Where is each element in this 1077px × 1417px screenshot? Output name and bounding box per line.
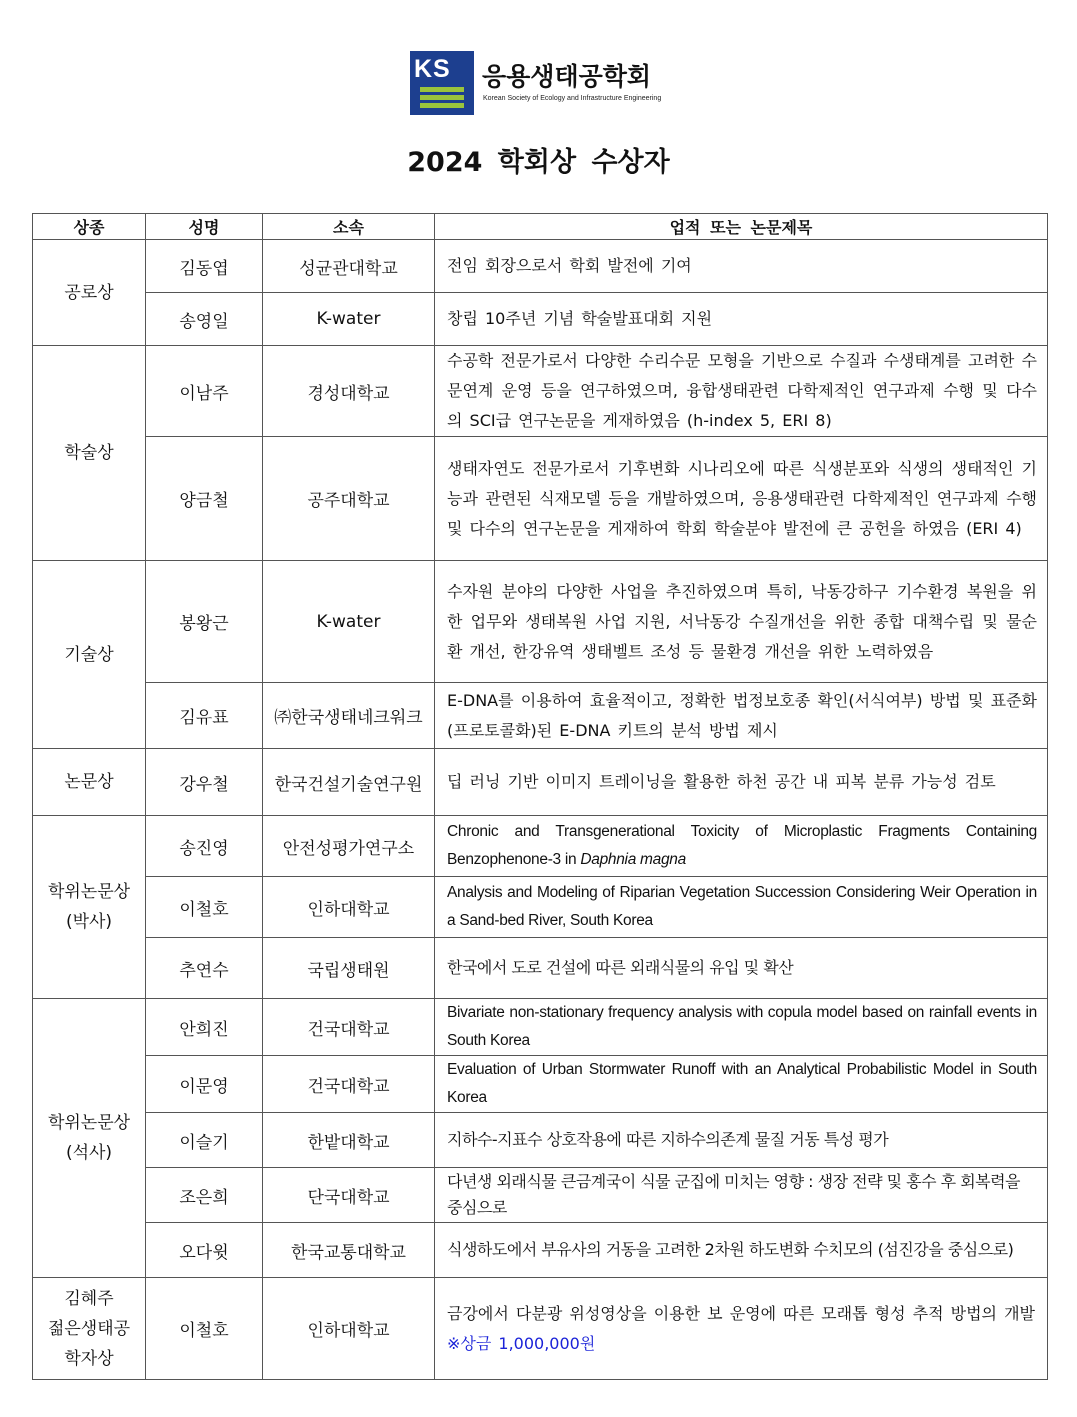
affiliation-cell: 경성대학교 [263, 346, 435, 437]
society-logo [410, 51, 680, 115]
table-row [33, 240, 1048, 293]
table-row [33, 561, 1048, 683]
name-cell: 오다윗 [146, 1223, 263, 1278]
species-name: Daphnia magna [580, 851, 686, 868]
affiliation-cell: 인하대학교 [263, 1278, 435, 1380]
name-cell: 김유표 [146, 683, 263, 749]
logo-emblem [410, 51, 474, 115]
page-title: 2024 학회상 수상자 [407, 147, 670, 178]
name-cell: 이철호 [146, 877, 263, 938]
achievement-cell: 수자원 분야의 다양한 사업을 추진하였으며 특히, 낙동강하구 기수환경 복원을 위한 업무와 생태복원 사업 지원, 서낙동강 수질개선을 위한 종합 대책수립 및 물순환 개선, 한강유역 생태벨트 조성 등 물환경 개선을 위한 노력하였음 [435, 561, 1048, 683]
table-row [33, 683, 1048, 749]
name-cell: 이슬기 [146, 1113, 263, 1168]
name-cell: 이남주 [146, 346, 263, 437]
award-cell: 학위논문상 (석사) [33, 999, 146, 1278]
table-row [33, 1278, 1048, 1380]
prize-note: ※상금 1,000,000원 [447, 1333, 596, 1353]
affiliation-cell: 공주대학교 [263, 437, 435, 561]
affiliation-cell: 단국대학교 [263, 1168, 435, 1223]
name-cell: 김동엽 [146, 240, 263, 293]
table-row [33, 999, 1048, 1056]
column-header-award: 상종 [33, 214, 146, 240]
column-header-achievement: 업적 또는 논문제목 [435, 214, 1048, 240]
affiliation-cell: 한국교통대학교 [263, 1223, 435, 1278]
achievement-cell: 한국에서 도로 건설에 따른 외래식물의 유입 및 확산 [435, 938, 1048, 999]
affiliation-cell: 건국대학교 [263, 999, 435, 1056]
society-name-en: Korean Society of Ecology and Infrastructure Engineering [483, 95, 662, 102]
achievement-text: 금강에서 다분광 위성영상을 이용한 보 운영에 따른 모래톱 형성 추적 방법의 개발 [447, 1303, 1035, 1323]
affiliation-cell: 한밭대학교 [263, 1113, 435, 1168]
name-cell: 양금철 [146, 437, 263, 561]
column-header-affiliation: 소속 [263, 214, 435, 240]
achievement-cell: 생태자연도 전문가로서 기후변화 시나리오에 따른 식생분포와 식생의 생태적인 기능과 관련된 식재모델 등을 개발하였으며, 응용생태관련 다학제적인 연구과제 수행 및 다수의 연구논문을 게재하여 학회 학술분야 발전에 큰 공헌을 하였음 (ERI 4) [435, 437, 1048, 561]
awards-table [32, 213, 1048, 1380]
affiliation-cell: 한국건설기술연구원 [263, 749, 435, 816]
affiliation-cell: K-water [263, 561, 435, 683]
logo-emblem-text: KS [414, 55, 451, 83]
affiliation-cell: K-water [263, 293, 435, 346]
achievement-cell: 창립 10주년 기념 학술발표대회 지원 [435, 293, 1048, 346]
achievement-cell: 지하수-지표수 상호작용에 따른 지하수의존계 물질 거동 특성 평가 [435, 1113, 1048, 1168]
award-cell: 공로상 [33, 240, 146, 346]
name-cell: 조은희 [146, 1168, 263, 1223]
name-cell: 이문영 [146, 1056, 263, 1113]
affiliation-cell: 인하대학교 [263, 877, 435, 938]
affiliation-cell: ㈜한국생태네크워크 [263, 683, 435, 749]
award-cell: 기술상 [33, 561, 146, 749]
achievement-cell: 수공학 전문가로서 다양한 수리수문 모형을 기반으로 수질과 수생태계를 고려한 수문연계 운영 등을 연구하였으며, 융합생태관련 다학제적인 연구과제 수행 및 다수의 SCI급 연구논문을 게재하였음 (h-index 5, ERI 8) [435, 346, 1048, 437]
award-cell: 학위논문상 (박사) [33, 816, 146, 999]
achievement-cell: Evaluation of Urban Stormwater Runoff with an Analytical Probabilistic Model in South Korea [435, 1056, 1048, 1113]
name-cell: 봉왕근 [146, 561, 263, 683]
achievement-cell: 다년생 외래식물 큰금계국이 식물 군집에 미치는 영향 : 생장 전략 및 홍수 후 회복력을 중심으로 [435, 1168, 1048, 1223]
table-row [33, 437, 1048, 561]
achievement-cell: 딥 러닝 기반 이미지 트레이닝을 활용한 하천 공간 내 피복 분류 가능성 검토 [435, 749, 1048, 816]
achievement-cell: Analysis and Modeling of Riparian Vegetation Succession Considering Weir Operation in a Sand-bed River, South Korea [435, 877, 1048, 938]
award-cell: 학술상 [33, 346, 146, 561]
table-row [33, 1223, 1048, 1278]
table-row [33, 1168, 1048, 1223]
name-cell: 안희진 [146, 999, 263, 1056]
table-row [33, 346, 1048, 437]
paper-title: Chronic and Transgenerational Toxicity of Microplastic Fragments Containing Benzophenone-3 in [447, 823, 1037, 868]
affiliation-cell: 건국대학교 [263, 1056, 435, 1113]
award-cell: 김혜주 젊은생태공 학자상 [33, 1278, 146, 1380]
affiliation-cell: 국립생태원 [263, 938, 435, 999]
table-header-row [33, 214, 1048, 240]
table-row [33, 1056, 1048, 1113]
table-row [33, 749, 1048, 816]
table-row [33, 877, 1048, 938]
achievement-cell: 식생하도에서 부유사의 거동을 고려한 2차원 하도변화 수치모의 (섬진강을 중심으로) [435, 1223, 1048, 1278]
affiliation-cell: 성균관대학교 [263, 240, 435, 293]
table-row [33, 293, 1048, 346]
affiliation-cell: 안전성평가연구소 [263, 816, 435, 877]
name-cell: 강우철 [146, 749, 263, 816]
table-row [33, 816, 1048, 877]
achievement-cell: Bivariate non-stationary frequency analysis with copula model based on rainfall events in South Korea [435, 999, 1048, 1056]
table-row [33, 1113, 1048, 1168]
name-cell: 이철호 [146, 1278, 263, 1380]
award-cell: 논문상 [33, 749, 146, 816]
name-cell: 송영일 [146, 293, 263, 346]
table-row [33, 938, 1048, 999]
achievement-cell [435, 1278, 1048, 1380]
achievement-cell: 전임 회장으로서 학회 발전에 기여 [435, 240, 1048, 293]
logo-bars-icon [420, 87, 464, 111]
society-name: 응용생태공학회 [482, 62, 652, 91]
achievement-cell: E-DNA를 이용하여 효율적이고, 정확한 법정보호종 확인(서식여부) 방법 및 표준화(프로토콜화)된 E-DNA 키트의 분석 방법 제시 [435, 683, 1048, 749]
column-header-name: 성명 [146, 214, 263, 240]
name-cell: 추연수 [146, 938, 263, 999]
name-cell: 송진영 [146, 816, 263, 877]
achievement-cell [435, 816, 1048, 877]
